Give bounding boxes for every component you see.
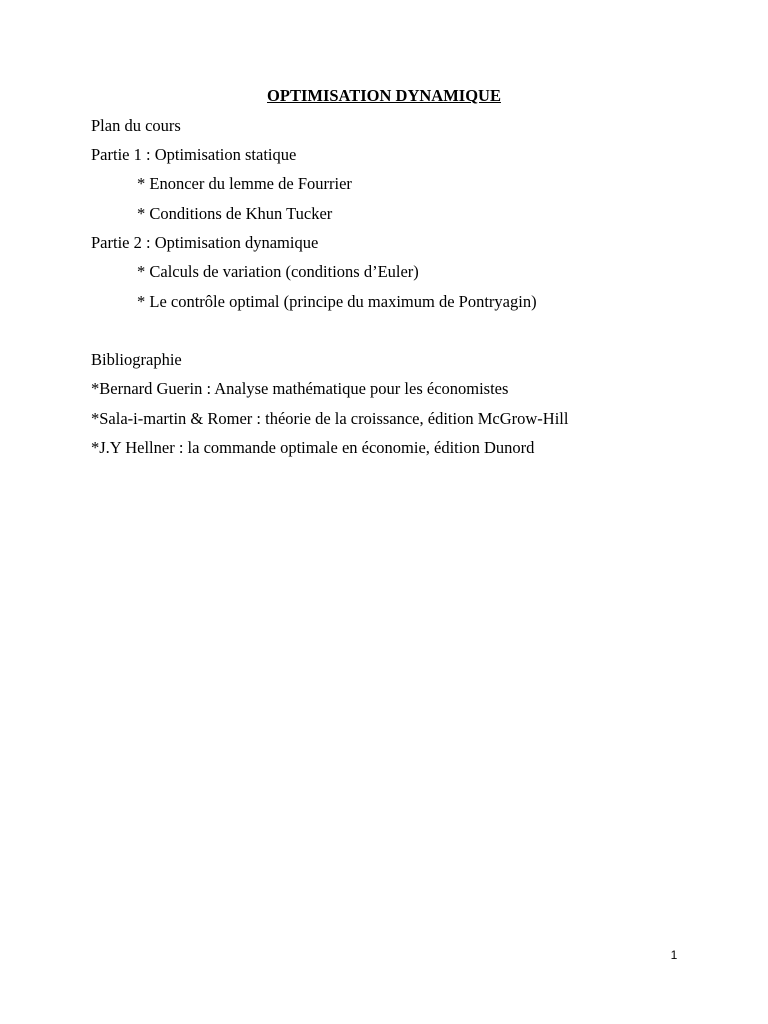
page-number: 1	[670, 948, 678, 962]
document-title: OPTIMISATION DYNAMIQUE	[267, 86, 501, 105]
bibliography-entry: *Sala-i-martin & Romer : théorie de la croissance, édition McGrow-Hill	[91, 409, 569, 428]
part2-heading: Partie 2 : Optimisation dynamique	[91, 233, 319, 252]
bibliography-heading: Bibliographie	[91, 350, 182, 369]
part2-item: * Calculs de variation (conditions d’Euler)	[137, 262, 419, 281]
part1-item: * Conditions de Khun Tucker	[137, 204, 333, 223]
plan-heading: Plan du cours	[91, 116, 181, 135]
bibliography-entry: *Bernard Guerin : Analyse mathématique pour les économistes	[91, 379, 509, 398]
part2-item: * Le contrôle optimal (principe du maximum de Pontryagin)	[137, 292, 537, 311]
part1-heading: Partie 1 : Optimisation statique	[91, 145, 297, 164]
part1-item: * Enoncer du lemme de Fourrier	[137, 174, 352, 193]
bibliography-entry: *J.Y Hellner : la commande optimale en économie, édition Dunord	[91, 438, 535, 457]
